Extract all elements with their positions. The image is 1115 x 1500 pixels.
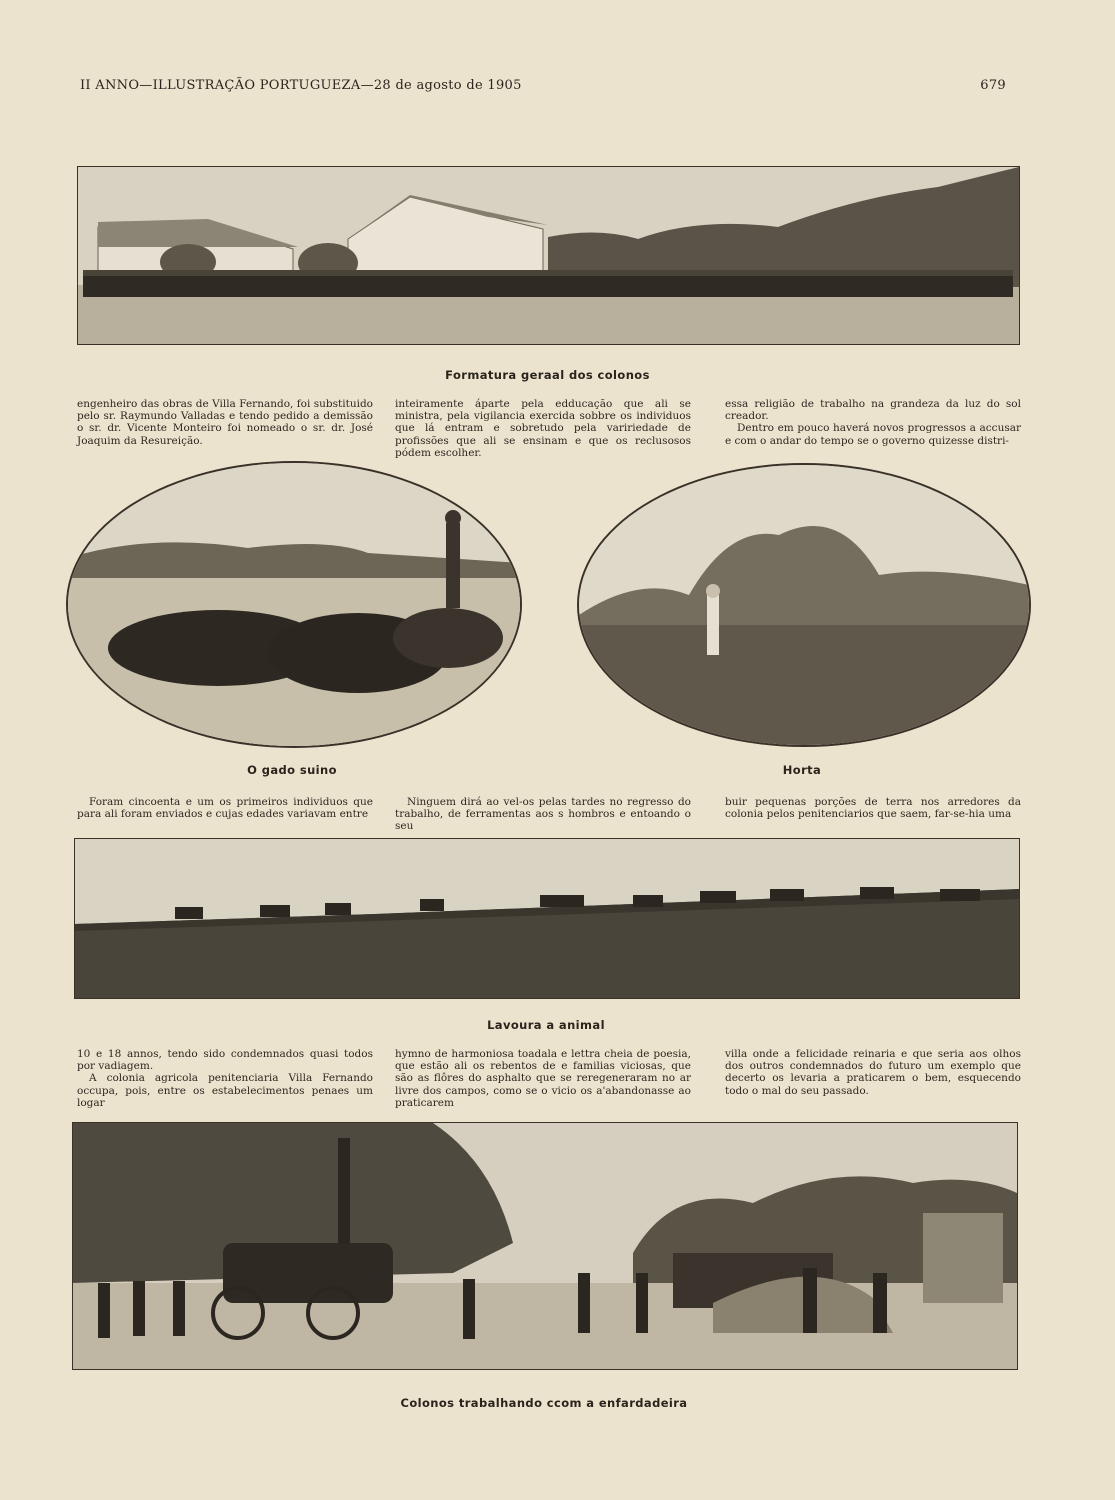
paragraph: inteiramente áparte pela edducação que ali se ministra, pela vigilancia exercida sobbre os individuos que lá entram e sobretudo pela variriedade de profissões que ali se ensinam e que os reclusosos pódem escolher. xyxy=(395,398,691,459)
text-row2-col2 xyxy=(395,796,691,833)
photo-baling xyxy=(72,1122,1018,1370)
paragraph: villa onde a felicidade reinaria e que seria aos olhos dos outros condemnados do futuro um exemplo que decerto os levaria a praticarem o bem, esquecendo todo o mal do seu passado. xyxy=(725,1048,1021,1097)
paragraph: A colonia agricola penitenciaria Villa Fernando occupa, pois, entre os estabelecimentos penaes um logar xyxy=(77,1072,373,1109)
caption-garden: Horta xyxy=(782,763,822,777)
paragraph: Ninguem dirá ao vel-os pelas tardes no regresso do trabalho, de ferramentas aos s hombros e entoando o seu xyxy=(395,796,691,833)
caption-formation: Formatura geraal dos colonos xyxy=(445,368,650,382)
photo-formation xyxy=(77,166,1020,345)
text-row1-col3 xyxy=(725,398,1021,447)
text-row1-col2 xyxy=(395,398,691,459)
paragraph: Foram cincoenta e um os primeiros individuos que para ali foram enviados e cujas edades variavam entre xyxy=(77,796,373,821)
text-row3-col1 xyxy=(77,1048,373,1109)
text-row3-col3 xyxy=(725,1048,1021,1097)
paragraph: Dentro em pouco haverá novos progressos a accusar e com o andar do tempo se o governo quizesse distri- xyxy=(725,422,1021,447)
paragraph: engenheiro das obras de Villa Fernando, foi substituido pelo sr. Raymundo Valladas e tendo pedido a demissão o sr. dr. Vicente Monteiro foi nomeado o sr. dr. José Joaquim da Resureição. xyxy=(77,398,373,447)
text-row1-col1 xyxy=(77,398,373,447)
text-row2-col1 xyxy=(77,796,373,820)
page-number: 679 xyxy=(980,78,1006,93)
caption-baling: Colonos trabalhando ccom a enfardadeira xyxy=(400,1396,688,1410)
photo-garden xyxy=(577,463,1031,747)
paragraph: hymno de harmoniosa toadala e lettra cheia de poesia, que estão ali os rebentos de e familias viciosas, que são as flôres do asphalto que se reregeneraram no ar livre dos campos, como se o vicio os a'abandonasse ao praticarem xyxy=(395,1048,691,1109)
text-row2-col3 xyxy=(725,796,1021,820)
paragraph: essa religião de trabalho na grandeza da luz do sol creador. xyxy=(725,398,1021,423)
paragraph: buir pequenas porções de terra nos arredores da colonia pelos penitenciarios que saem, far-se-hia uma xyxy=(725,796,1021,821)
text-row3-col2 xyxy=(395,1048,691,1109)
photo-ploughing xyxy=(74,838,1020,999)
caption-pigs: O gado suino xyxy=(247,763,337,777)
caption-ploughing: Lavoura a animal xyxy=(487,1018,605,1032)
header-title: II ANNO—ILLUSTRAÇÃO PORTUGUEZA—28 de agosto de 1905 xyxy=(80,78,522,93)
photo-pigs xyxy=(66,461,522,748)
paragraph: 10 e 18 annos, tendo sido condemnados quasi todos por vadiagem. xyxy=(77,1048,373,1073)
